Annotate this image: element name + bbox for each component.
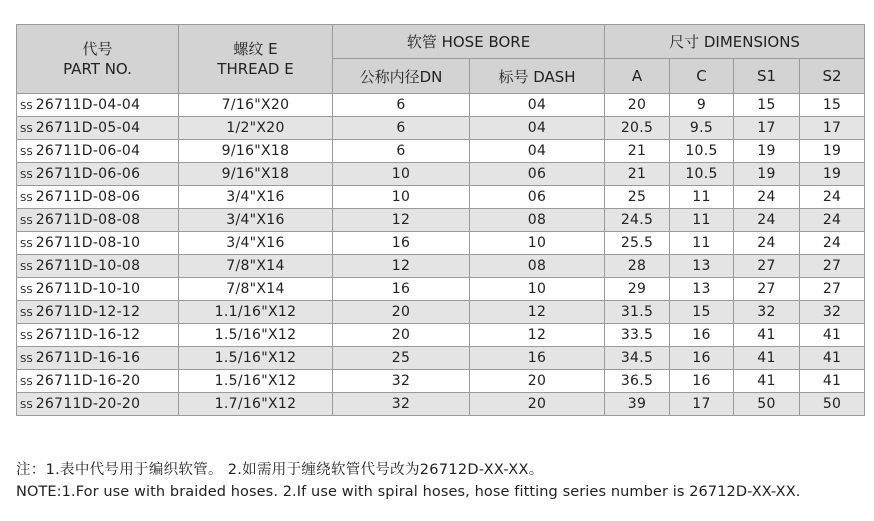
cell-dash: 04 [470,140,605,163]
cell-part-no [17,370,179,393]
cell-dash: 06 [470,163,605,186]
header-thread-en: THREAD E [217,60,294,78]
cell-s2: 27 [800,255,865,278]
cell-dn: 10 [333,186,470,209]
cell-s2: 15 [800,94,865,117]
header-part-no [17,25,179,94]
cell-a: 21 [605,140,670,163]
cell-dn: 20 [333,301,470,324]
header-s1: S1 [734,59,800,94]
header-a: A [605,59,670,94]
part-number: 26711D-16-12 [35,327,141,343]
cell-s1: 27 [734,255,800,278]
cell-s1: 41 [734,370,800,393]
cell-s2: 41 [800,370,865,393]
header-dash: 标号 DASH [470,59,605,94]
cell-c: 9 [670,94,734,117]
cell-s2: 19 [800,163,865,186]
cell-thread: 1.5/16"X12 [179,370,333,393]
header-thread-zh: 螺纹 E [233,40,278,58]
cell-dn: 6 [333,94,470,117]
cell-dn: 25 [333,347,470,370]
header-thread [179,25,333,94]
cell-thread: 1.5/16"X12 [179,347,333,370]
cell-s1: 24 [734,232,800,255]
cell-a: 34.5 [605,347,670,370]
cell-s1: 32 [734,301,800,324]
cell-c: 11 [670,186,734,209]
cell-a: 20.5 [605,117,670,140]
cell-s2: 32 [800,301,865,324]
cell-a: 24.5 [605,209,670,232]
cell-thread: 3/4"X16 [179,232,333,255]
cell-dash: 16 [470,347,605,370]
cell-part-no [17,324,179,347]
header-part-no-zh: 代号 [82,40,113,58]
cell-dn: 16 [333,232,470,255]
cell-s1: 19 [734,140,800,163]
cell-s1: 19 [734,163,800,186]
cell-dn: 6 [333,140,470,163]
part-prefix: SS [20,147,33,158]
cell-dn: 10 [333,163,470,186]
cell-c: 11 [670,209,734,232]
cell-thread: 3/4"X16 [179,209,333,232]
cell-thread: 1.5/16"X12 [179,324,333,347]
cell-c: 15 [670,301,734,324]
table-row [17,255,865,278]
cell-a: 21 [605,163,670,186]
cell-s1: 24 [734,186,800,209]
cell-dash: 20 [470,370,605,393]
cell-thread: 1.7/16"X12 [179,393,333,416]
header-part-no-en: PART NO. [63,60,132,78]
cell-a: 20 [605,94,670,117]
cell-dash: 08 [470,255,605,278]
cell-c: 16 [670,347,734,370]
cell-c: 17 [670,393,734,416]
cell-dn: 20 [333,324,470,347]
part-prefix: SS [20,377,33,388]
cell-dash: 04 [470,94,605,117]
cell-c: 16 [670,324,734,347]
cell-s1: 41 [734,347,800,370]
cell-a: 25.5 [605,232,670,255]
part-prefix: SS [20,400,33,411]
part-prefix: SS [20,170,33,181]
part-number: 26711D-08-06 [35,189,141,205]
cell-part-no [17,393,179,416]
part-number: 26711D-16-16 [35,350,141,366]
part-number: 26711D-04-04 [35,97,141,113]
cell-part-no [17,347,179,370]
cell-s2: 41 [800,324,865,347]
cell-dn: 32 [333,393,470,416]
part-prefix: SS [20,285,33,296]
cell-a: 31.5 [605,301,670,324]
cell-dash: 04 [470,117,605,140]
part-number: 26711D-10-08 [35,258,141,274]
cell-dn: 12 [333,209,470,232]
cell-part-no [17,140,179,163]
cell-s1: 24 [734,209,800,232]
header-hose-bore: 软管 HOSE BORE [333,25,605,59]
dimensions-table [16,24,865,416]
table-row [17,209,865,232]
cell-thread: 1/2"X20 [179,117,333,140]
cell-dash: 10 [470,278,605,301]
cell-s2: 27 [800,278,865,301]
part-prefix: SS [20,354,33,365]
cell-s2: 24 [800,209,865,232]
cell-dn: 12 [333,255,470,278]
cell-c: 13 [670,278,734,301]
cell-s1: 15 [734,94,800,117]
cell-c: 9.5 [670,117,734,140]
cell-s1: 27 [734,278,800,301]
cell-dash: 06 [470,186,605,209]
table-body [17,94,865,416]
cell-a: 29 [605,278,670,301]
cell-part-no [17,209,179,232]
cell-s2: 17 [800,117,865,140]
table-row [17,393,865,416]
cell-a: 33.5 [605,324,670,347]
part-number: 26711D-08-08 [35,212,141,228]
cell-thread: 9/16"X18 [179,163,333,186]
part-prefix: SS [20,193,33,204]
part-prefix: SS [20,308,33,319]
part-number: 26711D-16-20 [35,373,141,389]
cell-s2: 19 [800,140,865,163]
header-dimensions: 尺寸 DIMENSIONS [605,25,865,59]
cell-thread: 3/4"X16 [179,186,333,209]
cell-dash: 08 [470,209,605,232]
table-row [17,347,865,370]
part-number: 26711D-10-10 [35,281,141,297]
cell-a: 36.5 [605,370,670,393]
cell-s2: 24 [800,232,865,255]
cell-thread: 7/16"X20 [179,94,333,117]
cell-dash: 10 [470,232,605,255]
table-row [17,301,865,324]
part-prefix: SS [20,331,33,342]
cell-c: 13 [670,255,734,278]
cell-thread: 9/16"X18 [179,140,333,163]
part-prefix: SS [20,216,33,227]
header-s2: S2 [800,59,865,94]
table-row [17,370,865,393]
table-row [17,186,865,209]
cell-s1: 17 [734,117,800,140]
cell-a: 28 [605,255,670,278]
table-row [17,163,865,186]
cell-dash: 12 [470,301,605,324]
cell-s2: 50 [800,393,865,416]
part-number: 26711D-08-10 [35,235,141,251]
cell-thread: 7/8"X14 [179,278,333,301]
part-number: 26711D-06-04 [35,143,141,159]
cell-s2: 24 [800,186,865,209]
header-c: C [670,59,734,94]
cell-dn: 32 [333,370,470,393]
table-row [17,232,865,255]
cell-dash: 20 [470,393,605,416]
cell-c: 10.5 [670,163,734,186]
cell-c: 11 [670,232,734,255]
cell-s2: 41 [800,347,865,370]
header-row-main [17,25,865,59]
part-prefix: SS [20,101,33,112]
cell-thread: 1.1/16"X12 [179,301,333,324]
cell-part-no [17,94,179,117]
cell-part-no [17,117,179,140]
part-prefix: SS [20,262,33,273]
part-number: 26711D-05-04 [35,120,141,136]
table-row [17,140,865,163]
cell-c: 10.5 [670,140,734,163]
table-row [17,94,865,117]
cell-s1: 41 [734,324,800,347]
cell-dash: 12 [470,324,605,347]
part-number: 26711D-12-12 [35,304,141,320]
cell-a: 25 [605,186,670,209]
cell-thread: 7/8"X14 [179,255,333,278]
cell-s1: 50 [734,393,800,416]
cell-a: 39 [605,393,670,416]
part-prefix: SS [20,239,33,250]
cell-part-no [17,232,179,255]
cell-part-no [17,163,179,186]
cell-dn: 6 [333,117,470,140]
table-row [17,278,865,301]
part-prefix: SS [20,124,33,135]
table-row [17,324,865,347]
header-dn: 公称内径DN [333,59,470,94]
cell-part-no [17,278,179,301]
part-number: 26711D-06-06 [35,166,141,182]
note-chinese: 注：1.表中代号用于编织软管。 2.如需用于缠绕软管代号改为26712D-XX-XX。 [16,462,544,478]
cell-c: 16 [670,370,734,393]
cell-part-no [17,301,179,324]
cell-part-no [17,186,179,209]
cell-part-no [17,255,179,278]
cell-dn: 16 [333,278,470,301]
note-english: NOTE:1.For use with braided hoses. 2.If use with spiral hoses, hose fitting series number is 26712D-XX-XX. [16,484,801,500]
table-row [17,117,865,140]
part-number: 26711D-20-20 [35,396,141,412]
